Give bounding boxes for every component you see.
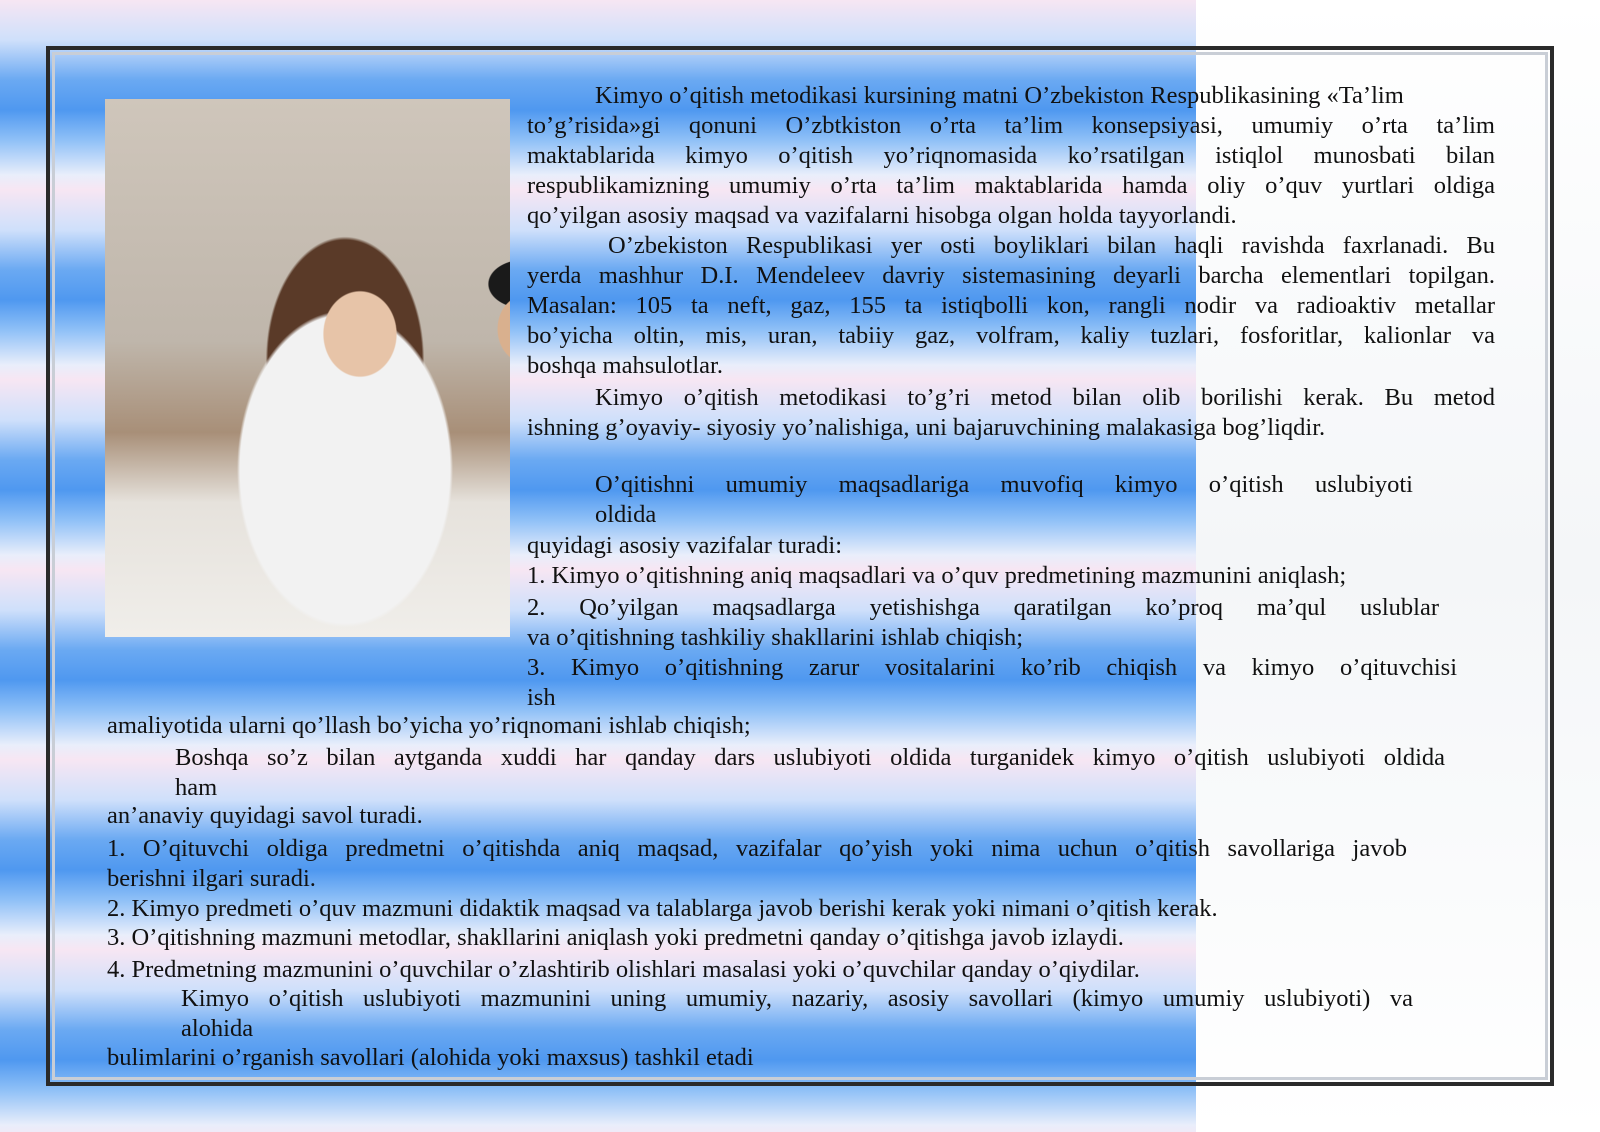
p6-line-3: 2. Kimyo predmeti o’quv mazmuni didaktik maqsad va talablarga javob berishi kerak yoki nimani o’qitish kerak.	[107, 895, 1218, 922]
p7-line-2: alohida	[181, 1015, 254, 1042]
p5-line-1: Boshqa so’z bilan aytganda xuddi har qanday dars uslubiyoti oldida turganidek kimyo o’qitish uslubiyoti oldida	[175, 744, 1445, 771]
p2-line-1: O’zbekiston Respublikasi yer osti boyliklari bilan haqli ravishda faxrlanadi. Bu	[608, 232, 1495, 259]
p6-line-2: berishni ilgari suradi.	[107, 865, 316, 892]
p4-line-8: ish	[527, 684, 556, 711]
p2-line-4: bo’yicha oltin, mis, uran, tabiiy gaz, volfram, kaliy tuzlari, fosforitlar, kalionlar va	[527, 322, 1495, 349]
p4-line-1: O’qitishni umumiy maqsadlariga muvofiq kimyo o’qitish uslubiyoti	[595, 471, 1413, 498]
classroom-photo	[105, 99, 510, 637]
p1-line-4: respublikamizning umumiy o’rta ta’lim maktablarida hamda oliy o’quv yurtlari oldiga	[527, 172, 1495, 199]
p3-line-1: Kimyo o’qitish metodikasi to’g’ri metod bilan olib borilishi kerak. Bu metod	[595, 384, 1495, 411]
p4-line-5: 2. Qo’yilgan maqsadlarga yetishishga qaratilgan ko’proq ma’qul uslublar	[527, 594, 1439, 621]
p1-line-2: to’g’risida»gi qonuni O’zbtkiston o’rta ta’lim konsepsiyasi, umumiy o’rta ta’lim	[527, 112, 1495, 139]
p6-line-5: 4. Predmetning mazmunini o’quvchilar o’zlashtirib olishlari masalasi yoki o’quvchilar qanday o’qiydilar.	[107, 956, 1140, 983]
p4-line-2: oldida	[595, 501, 657, 528]
p2-line-5: boshqa mahsulotlar.	[527, 352, 723, 379]
p6-line-4: 3. O’qitishning mazmuni metodlar, shakllarini aniqlash yoki predmetni qanday o’qitishga javob izlaydi.	[107, 924, 1124, 951]
p2-line-2: yerda mashhur D.I. Mendeleev davriy sistemasining deyarli barcha elementlari topilgan.	[527, 262, 1495, 289]
p4-line-9: amaliyotida ularni qo’llash bo’yicha yo’riqnomani ishlab chiqish;	[107, 712, 751, 739]
p4-line-4: 1. Kimyo o’qitishning aniq maqsadlari va o’quv predmetining mazmunini aniqlash;	[527, 562, 1347, 589]
p4-line-3: quyidagi asosiy vazifalar turadi:	[527, 532, 842, 559]
p6-line-1: 1. O’qituvchi oldiga predmetni o’qitishda aniq maqsad, vazifalar qo’yish yoki nima uchun o’qitish savollariga javob	[107, 835, 1407, 862]
p5-line-2: ham	[175, 774, 218, 801]
p4-line-6: va o’qitishning tashkiliy shakllarini ishlab chiqish;	[527, 624, 1024, 651]
p7-line-3: bulimlarini o’rganish savollari (alohida yoki maxsus) tashkil etadi	[107, 1044, 754, 1071]
p1-line-1: Kimyo o’qitish metodikasi kursining matni O’zbekiston Respublikasining «Ta’lim	[595, 82, 1404, 109]
p1-line-5: qo’yilgan asosiy maqsad va vazifalarni hisobga olgan holda tayyorlandi.	[527, 202, 1237, 229]
p5-line-3: an’anaviy quyidagi savol turadi.	[107, 802, 423, 829]
p2-line-3: Masalan: 105 ta neft, gaz, 155 ta istiqbolli kon, rangli nodir va radioaktiv metallar	[527, 292, 1495, 319]
p7-line-1: Kimyo o’qitish uslubiyoti mazmunini uning umumiy, nazariy, asosiy savollari (kimyo umumiy uslubiyoti) va	[181, 985, 1413, 1012]
p1-line-3: maktablarida kimyo o’qitish yo’riqnomasida ko’rsatilgan istiqlol munosbati bilan	[527, 142, 1495, 169]
p3-line-2: ishning g’oyaviy- siyosiy yo’nalishiga, uni bajaruvchining malakasiga bog’liqdir.	[527, 414, 1326, 441]
p4-line-7: 3. Kimyo o’qitishning zarur vositalarini ko’rib chiqish va kimyo o’qituvchisi	[527, 654, 1457, 681]
